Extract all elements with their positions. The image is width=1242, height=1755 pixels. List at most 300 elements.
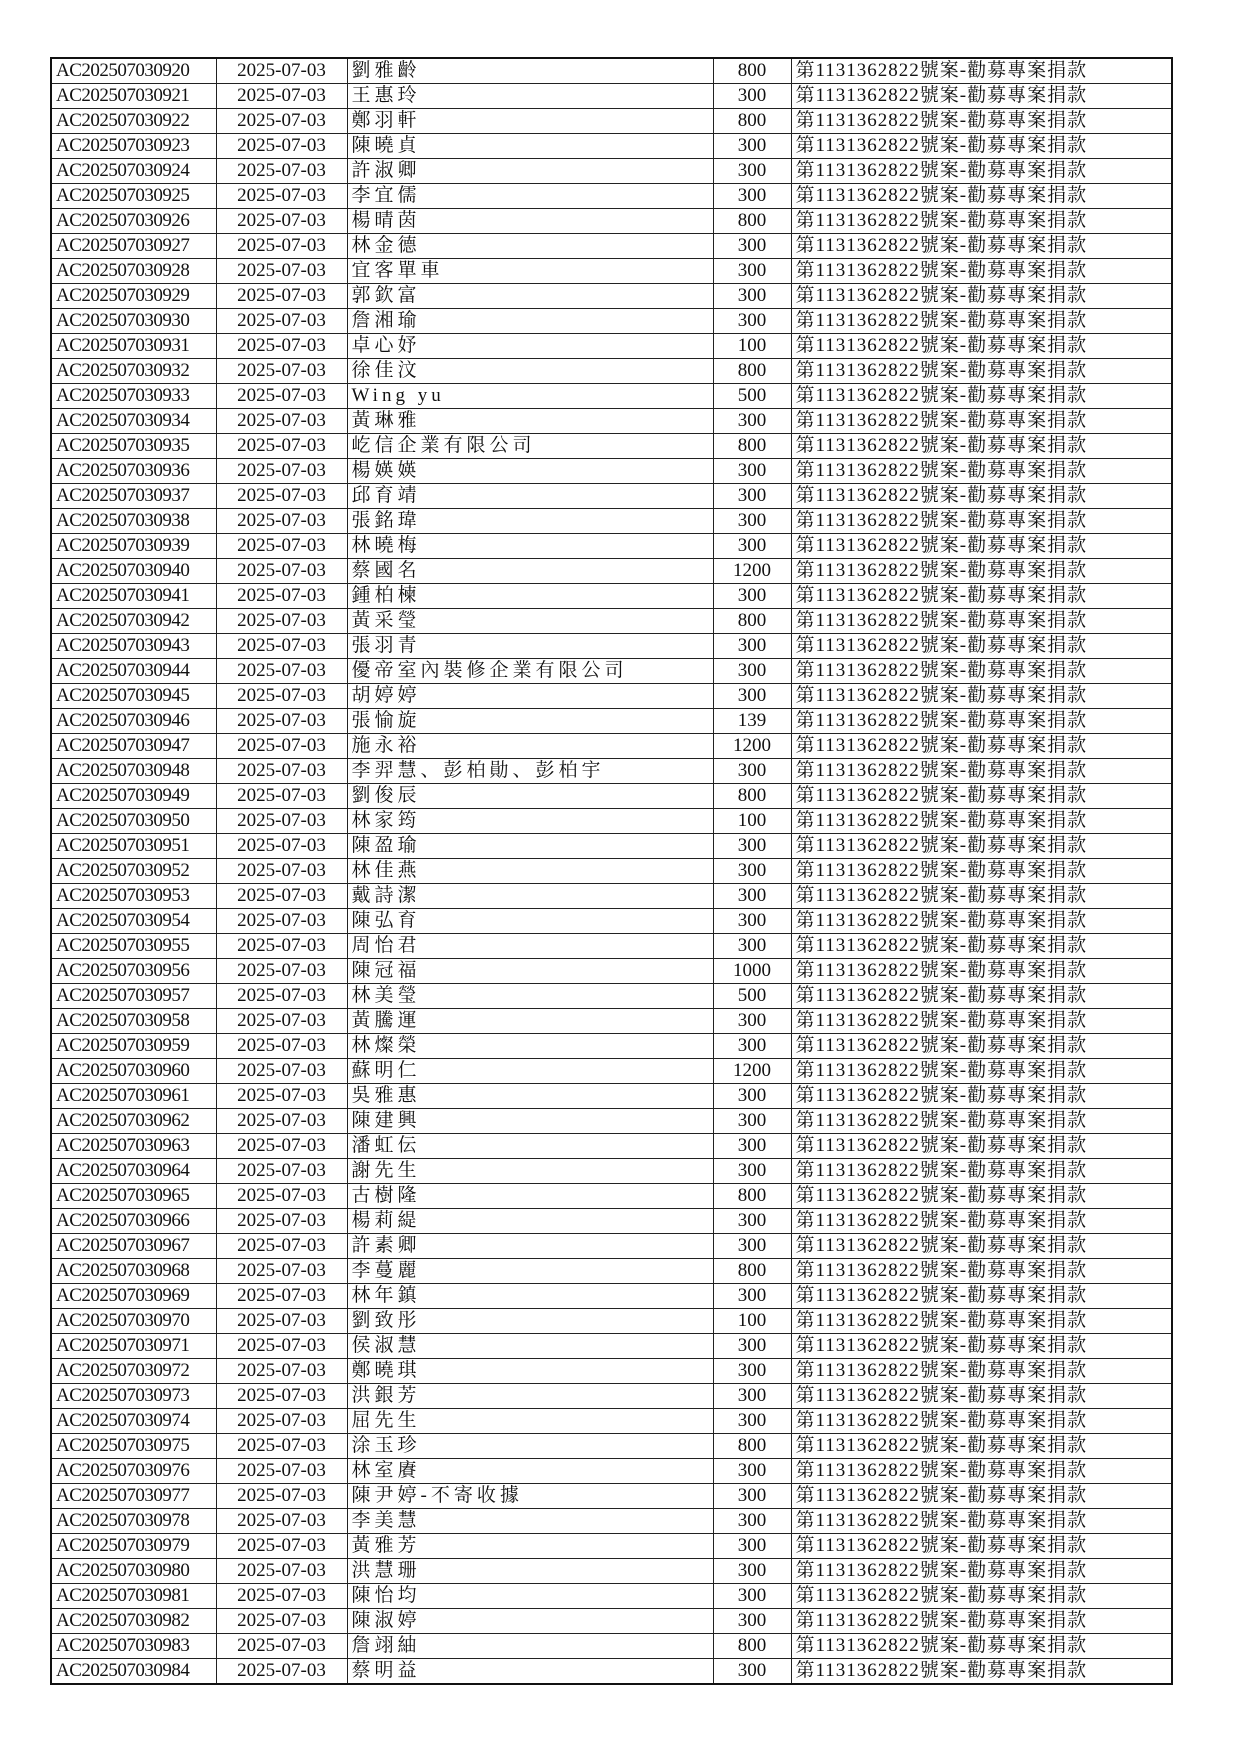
description-cell: 第1131362822號案-勸募專案捐款 — [791, 359, 1172, 384]
date-cell: 2025-07-03 — [216, 484, 347, 509]
donor-name-cell: 林曉梅 — [347, 534, 713, 559]
receipt-id-cell: AC202507030973 — [51, 1384, 216, 1409]
date-cell: 2025-07-03 — [216, 909, 347, 934]
date-cell: 2025-07-03 — [216, 759, 347, 784]
table-row — [51, 159, 1172, 184]
amount-cell: 300 — [713, 934, 791, 959]
amount-cell: 300 — [713, 884, 791, 909]
amount-cell: 300 — [713, 1384, 791, 1409]
date-cell: 2025-07-03 — [216, 1234, 347, 1259]
date-cell: 2025-07-03 — [216, 84, 347, 109]
amount-cell: 300 — [713, 1209, 791, 1234]
donor-name-cell: 林金德 — [347, 234, 713, 259]
receipt-id-cell: AC202507030920 — [51, 58, 216, 84]
table-row — [51, 1559, 1172, 1584]
description-cell: 第1131362822號案-勸募專案捐款 — [791, 659, 1172, 684]
date-cell: 2025-07-03 — [216, 884, 347, 909]
donor-name-cell: 張銘瑋 — [347, 509, 713, 534]
description-cell: 第1131362822號案-勸募專案捐款 — [791, 184, 1172, 209]
donor-name-cell: 張羽青 — [347, 634, 713, 659]
receipt-id-cell: AC202507030972 — [51, 1359, 216, 1384]
receipt-id-cell: AC202507030923 — [51, 134, 216, 159]
table-row — [51, 1259, 1172, 1284]
description-cell: 第1131362822號案-勸募專案捐款 — [791, 1584, 1172, 1609]
amount-cell: 300 — [713, 1659, 791, 1685]
table-row — [51, 209, 1172, 234]
receipt-id-cell: AC202507030955 — [51, 934, 216, 959]
receipt-id-cell: AC202507030964 — [51, 1159, 216, 1184]
table-row — [51, 734, 1172, 759]
amount-cell: 300 — [713, 684, 791, 709]
amount-cell: 300 — [713, 634, 791, 659]
donor-name-cell: 潘虹伝 — [347, 1134, 713, 1159]
date-cell: 2025-07-03 — [216, 709, 347, 734]
table-row — [51, 1284, 1172, 1309]
receipt-id-cell: AC202507030984 — [51, 1659, 216, 1685]
table-row — [51, 1009, 1172, 1034]
date-cell: 2025-07-03 — [216, 134, 347, 159]
table-row — [51, 1409, 1172, 1434]
table-row — [51, 109, 1172, 134]
date-cell: 2025-07-03 — [216, 1259, 347, 1284]
description-cell: 第1131362822號案-勸募專案捐款 — [791, 459, 1172, 484]
date-cell: 2025-07-03 — [216, 384, 347, 409]
receipt-id-cell: AC202507030931 — [51, 334, 216, 359]
receipt-id-cell: AC202507030970 — [51, 1309, 216, 1334]
table-row — [51, 284, 1172, 309]
date-cell: 2025-07-03 — [216, 934, 347, 959]
description-cell: 第1131362822號案-勸募專案捐款 — [791, 1234, 1172, 1259]
receipt-id-cell: AC202507030924 — [51, 159, 216, 184]
donor-name-cell: 郭欽富 — [347, 284, 713, 309]
date-cell: 2025-07-03 — [216, 734, 347, 759]
date-cell: 2025-07-03 — [216, 859, 347, 884]
table-row — [51, 959, 1172, 984]
donor-name-cell: 鄭曉琪 — [347, 1359, 713, 1384]
table-row — [51, 809, 1172, 834]
receipt-id-cell: AC202507030951 — [51, 834, 216, 859]
receipt-id-cell: AC202507030925 — [51, 184, 216, 209]
receipt-id-cell: AC202507030965 — [51, 1184, 216, 1209]
donor-name-cell: 蔡明益 — [347, 1659, 713, 1685]
donor-name-cell: 陳淑婷 — [347, 1609, 713, 1634]
description-cell: 第1131362822號案-勸募專案捐款 — [791, 1534, 1172, 1559]
date-cell: 2025-07-03 — [216, 659, 347, 684]
date-cell: 2025-07-03 — [216, 684, 347, 709]
receipt-id-cell: AC202507030941 — [51, 584, 216, 609]
table-row — [51, 984, 1172, 1009]
donor-name-cell: 洪慧珊 — [347, 1559, 713, 1584]
ledger-body — [51, 58, 1172, 1684]
description-cell: 第1131362822號案-勸募專案捐款 — [791, 509, 1172, 534]
description-cell: 第1131362822號案-勸募專案捐款 — [791, 384, 1172, 409]
description-cell: 第1131362822號案-勸募專案捐款 — [791, 309, 1172, 334]
donor-name-cell: 黃雅芳 — [347, 1534, 713, 1559]
table-row — [51, 1434, 1172, 1459]
amount-cell: 300 — [713, 84, 791, 109]
table-row — [51, 58, 1172, 84]
receipt-id-cell: AC202507030956 — [51, 959, 216, 984]
receipt-id-cell: AC202507030922 — [51, 109, 216, 134]
amount-cell: 300 — [713, 1009, 791, 1034]
description-cell: 第1131362822號案-勸募專案捐款 — [791, 334, 1172, 359]
donor-name-cell: 楊莉緹 — [347, 1209, 713, 1234]
description-cell: 第1131362822號案-勸募專案捐款 — [791, 1634, 1172, 1659]
amount-cell: 300 — [713, 1584, 791, 1609]
donor-name-cell: 優帝室內裝修企業有限公司 — [347, 659, 713, 684]
donor-name-cell: 許淑卿 — [347, 159, 713, 184]
description-cell: 第1131362822號案-勸募專案捐款 — [791, 784, 1172, 809]
date-cell: 2025-07-03 — [216, 834, 347, 859]
donor-name-cell: 蔡國名 — [347, 559, 713, 584]
table-row — [51, 584, 1172, 609]
date-cell: 2025-07-03 — [216, 1359, 347, 1384]
table-row — [51, 1634, 1172, 1659]
date-cell: 2025-07-03 — [216, 1159, 347, 1184]
donor-name-cell: 林年鎮 — [347, 1284, 713, 1309]
amount-cell: 100 — [713, 809, 791, 834]
date-cell: 2025-07-03 — [216, 1559, 347, 1584]
table-row — [51, 884, 1172, 909]
description-cell: 第1131362822號案-勸募專案捐款 — [791, 1184, 1172, 1209]
description-cell: 第1131362822號案-勸募專案捐款 — [791, 959, 1172, 984]
table-row — [51, 459, 1172, 484]
amount-cell: 300 — [713, 409, 791, 434]
amount-cell: 300 — [713, 1234, 791, 1259]
table-row — [51, 1459, 1172, 1484]
receipt-id-cell: AC202507030947 — [51, 734, 216, 759]
description-cell: 第1131362822號案-勸募專案捐款 — [791, 84, 1172, 109]
receipt-id-cell: AC202507030980 — [51, 1559, 216, 1584]
date-cell: 2025-07-03 — [216, 284, 347, 309]
table-row — [51, 1234, 1172, 1259]
amount-cell: 300 — [713, 659, 791, 684]
table-row — [51, 684, 1172, 709]
receipt-id-cell: AC202507030948 — [51, 759, 216, 784]
amount-cell: 500 — [713, 984, 791, 1009]
donor-name-cell: 宜客單車 — [347, 259, 713, 284]
table-row — [51, 1309, 1172, 1334]
description-cell: 第1131362822號案-勸募專案捐款 — [791, 1059, 1172, 1084]
table-row — [51, 759, 1172, 784]
table-row — [51, 1334, 1172, 1359]
date-cell: 2025-07-03 — [216, 1059, 347, 1084]
donor-name-cell: 劉俊辰 — [347, 784, 713, 809]
table-row — [51, 1384, 1172, 1409]
amount-cell: 300 — [713, 134, 791, 159]
date-cell: 2025-07-03 — [216, 559, 347, 584]
donor-name-cell: 邱育靖 — [347, 484, 713, 509]
table-row — [51, 84, 1172, 109]
description-cell: 第1131362822號案-勸募專案捐款 — [791, 1334, 1172, 1359]
donor-name-cell: 林美瑩 — [347, 984, 713, 1009]
table-row — [51, 1509, 1172, 1534]
donor-name-cell: 黃采瑩 — [347, 609, 713, 634]
donor-name-cell: 林家筠 — [347, 809, 713, 834]
receipt-id-cell: AC202507030967 — [51, 1234, 216, 1259]
receipt-id-cell: AC202507030982 — [51, 1609, 216, 1634]
donor-name-cell: 林佳燕 — [347, 859, 713, 884]
receipt-id-cell: AC202507030946 — [51, 709, 216, 734]
receipt-id-cell: AC202507030938 — [51, 509, 216, 534]
receipt-id-cell: AC202507030952 — [51, 859, 216, 884]
amount-cell: 300 — [713, 284, 791, 309]
receipt-id-cell: AC202507030930 — [51, 309, 216, 334]
amount-cell: 300 — [713, 234, 791, 259]
description-cell: 第1131362822號案-勸募專案捐款 — [791, 109, 1172, 134]
amount-cell: 800 — [713, 609, 791, 634]
receipt-id-cell: AC202507030929 — [51, 284, 216, 309]
amount-cell: 300 — [713, 1109, 791, 1134]
amount-cell: 800 — [713, 109, 791, 134]
description-cell: 第1131362822號案-勸募專案捐款 — [791, 209, 1172, 234]
donor-name-cell: 陳冠福 — [347, 959, 713, 984]
donor-name-cell: Wing yu — [347, 384, 713, 409]
amount-cell: 300 — [713, 534, 791, 559]
date-cell: 2025-07-03 — [216, 1309, 347, 1334]
donor-name-cell: 李宜儒 — [347, 184, 713, 209]
date-cell: 2025-07-03 — [216, 1584, 347, 1609]
amount-cell: 300 — [713, 509, 791, 534]
receipt-id-cell: AC202507030978 — [51, 1509, 216, 1534]
amount-cell: 100 — [713, 1309, 791, 1334]
description-cell: 第1131362822號案-勸募專案捐款 — [791, 134, 1172, 159]
donor-name-cell: 陳弘育 — [347, 909, 713, 934]
amount-cell: 800 — [713, 1259, 791, 1284]
date-cell: 2025-07-03 — [216, 1084, 347, 1109]
amount-cell: 800 — [713, 359, 791, 384]
date-cell: 2025-07-03 — [216, 959, 347, 984]
receipt-id-cell: AC202507030949 — [51, 784, 216, 809]
donor-name-cell: 蘇明仁 — [347, 1059, 713, 1084]
description-cell: 第1131362822號案-勸募專案捐款 — [791, 984, 1172, 1009]
amount-cell: 300 — [713, 584, 791, 609]
table-row — [51, 1609, 1172, 1634]
amount-cell: 800 — [713, 434, 791, 459]
table-row — [51, 1034, 1172, 1059]
receipt-id-cell: AC202507030974 — [51, 1409, 216, 1434]
date-cell: 2025-07-03 — [216, 1209, 347, 1234]
donation-ledger-table — [50, 57, 1173, 1685]
description-cell: 第1131362822號案-勸募專案捐款 — [791, 58, 1172, 84]
amount-cell: 300 — [713, 309, 791, 334]
amount-cell: 800 — [713, 58, 791, 84]
receipt-id-cell: AC202507030933 — [51, 384, 216, 409]
donor-name-cell: 張愉旋 — [347, 709, 713, 734]
description-cell: 第1131362822號案-勸募專案捐款 — [791, 809, 1172, 834]
date-cell: 2025-07-03 — [216, 184, 347, 209]
date-cell: 2025-07-03 — [216, 259, 347, 284]
description-cell: 第1131362822號案-勸募專案捐款 — [791, 559, 1172, 584]
receipt-id-cell: AC202507030959 — [51, 1034, 216, 1059]
amount-cell: 300 — [713, 1509, 791, 1534]
description-cell: 第1131362822號案-勸募專案捐款 — [791, 1459, 1172, 1484]
donor-name-cell: 吳雅惠 — [347, 1084, 713, 1109]
description-cell: 第1131362822號案-勸募專案捐款 — [791, 934, 1172, 959]
table-row — [51, 659, 1172, 684]
amount-cell: 300 — [713, 259, 791, 284]
donor-name-cell: 鄭羽軒 — [347, 109, 713, 134]
table-row — [51, 409, 1172, 434]
date-cell: 2025-07-03 — [216, 234, 347, 259]
date-cell: 2025-07-03 — [216, 159, 347, 184]
date-cell: 2025-07-03 — [216, 1334, 347, 1359]
date-cell: 2025-07-03 — [216, 1459, 347, 1484]
description-cell: 第1131362822號案-勸募專案捐款 — [791, 834, 1172, 859]
table-row — [51, 784, 1172, 809]
receipt-id-cell: AC202507030940 — [51, 559, 216, 584]
description-cell: 第1131362822號案-勸募專案捐款 — [791, 709, 1172, 734]
table-row — [51, 609, 1172, 634]
date-cell: 2025-07-03 — [216, 634, 347, 659]
donor-name-cell: 李羿慧、彭柏勛、彭柏宇 — [347, 759, 713, 784]
donor-name-cell: 涂玉珍 — [347, 1434, 713, 1459]
description-cell: 第1131362822號案-勸募專案捐款 — [791, 859, 1172, 884]
amount-cell: 1200 — [713, 1059, 791, 1084]
donor-name-cell: 陳怡均 — [347, 1584, 713, 1609]
donor-name-cell: 李蔓麗 — [347, 1259, 713, 1284]
date-cell: 2025-07-03 — [216, 359, 347, 384]
donor-name-cell: 屈先生 — [347, 1409, 713, 1434]
donor-name-cell: 古樹隆 — [347, 1184, 713, 1209]
donor-name-cell: 黃琳雅 — [347, 409, 713, 434]
date-cell: 2025-07-03 — [216, 1659, 347, 1685]
date-cell: 2025-07-03 — [216, 1534, 347, 1559]
amount-cell: 500 — [713, 384, 791, 409]
amount-cell: 800 — [713, 1184, 791, 1209]
date-cell: 2025-07-03 — [216, 1509, 347, 1534]
description-cell: 第1131362822號案-勸募專案捐款 — [791, 1009, 1172, 1034]
receipt-id-cell: AC202507030936 — [51, 459, 216, 484]
date-cell: 2025-07-03 — [216, 1434, 347, 1459]
amount-cell: 300 — [713, 1359, 791, 1384]
donor-name-cell: 戴詩潔 — [347, 884, 713, 909]
donor-name-cell: 詹翊紬 — [347, 1634, 713, 1659]
date-cell: 2025-07-03 — [216, 1384, 347, 1409]
date-cell: 2025-07-03 — [216, 459, 347, 484]
donor-name-cell: 徐佳汶 — [347, 359, 713, 384]
receipt-id-cell: AC202507030950 — [51, 809, 216, 834]
receipt-id-cell: AC202507030962 — [51, 1109, 216, 1134]
date-cell: 2025-07-03 — [216, 309, 347, 334]
description-cell: 第1131362822號案-勸募專案捐款 — [791, 609, 1172, 634]
table-row — [51, 1484, 1172, 1509]
donor-name-cell: 屹信企業有限公司 — [347, 434, 713, 459]
receipt-id-cell: AC202507030963 — [51, 1134, 216, 1159]
table-row — [51, 1209, 1172, 1234]
description-cell: 第1131362822號案-勸募專案捐款 — [791, 909, 1172, 934]
amount-cell: 800 — [713, 784, 791, 809]
description-cell: 第1131362822號案-勸募專案捐款 — [791, 1159, 1172, 1184]
description-cell: 第1131362822號案-勸募專案捐款 — [791, 1484, 1172, 1509]
receipt-id-cell: AC202507030935 — [51, 434, 216, 459]
amount-cell: 300 — [713, 909, 791, 934]
amount-cell: 300 — [713, 1609, 791, 1634]
date-cell: 2025-07-03 — [216, 534, 347, 559]
description-cell: 第1131362822號案-勸募專案捐款 — [791, 884, 1172, 909]
date-cell: 2025-07-03 — [216, 984, 347, 1009]
amount-cell: 300 — [713, 159, 791, 184]
table-row — [51, 359, 1172, 384]
description-cell: 第1131362822號案-勸募專案捐款 — [791, 759, 1172, 784]
amount-cell: 300 — [713, 1484, 791, 1509]
table-row — [51, 934, 1172, 959]
description-cell: 第1131362822號案-勸募專案捐款 — [791, 684, 1172, 709]
description-cell: 第1131362822號案-勸募專案捐款 — [791, 534, 1172, 559]
description-cell: 第1131362822號案-勸募專案捐款 — [791, 1134, 1172, 1159]
description-cell: 第1131362822號案-勸募專案捐款 — [791, 1259, 1172, 1284]
date-cell: 2025-07-03 — [216, 434, 347, 459]
description-cell: 第1131362822號案-勸募專案捐款 — [791, 1359, 1172, 1384]
receipt-id-cell: AC202507030932 — [51, 359, 216, 384]
date-cell: 2025-07-03 — [216, 1609, 347, 1634]
date-cell: 2025-07-03 — [216, 334, 347, 359]
receipt-id-cell: AC202507030968 — [51, 1259, 216, 1284]
date-cell: 2025-07-03 — [216, 209, 347, 234]
table-row — [51, 259, 1172, 284]
amount-cell: 1000 — [713, 959, 791, 984]
table-row — [51, 909, 1172, 934]
description-cell: 第1131362822號案-勸募專案捐款 — [791, 234, 1172, 259]
receipt-id-cell: AC202507030957 — [51, 984, 216, 1009]
donor-name-cell: 謝先生 — [347, 1159, 713, 1184]
description-cell: 第1131362822號案-勸募專案捐款 — [791, 1384, 1172, 1409]
description-cell: 第1131362822號案-勸募專案捐款 — [791, 584, 1172, 609]
amount-cell: 300 — [713, 1334, 791, 1359]
donor-name-cell: 鍾柏楝 — [347, 584, 713, 609]
donor-name-cell: 施永裕 — [347, 734, 713, 759]
receipt-id-cell: AC202507030961 — [51, 1084, 216, 1109]
table-row — [51, 509, 1172, 534]
receipt-id-cell: AC202507030934 — [51, 409, 216, 434]
receipt-id-cell: AC202507030966 — [51, 1209, 216, 1234]
donor-name-cell: 洪銀芳 — [347, 1384, 713, 1409]
amount-cell: 800 — [713, 209, 791, 234]
table-row — [51, 184, 1172, 209]
amount-cell: 300 — [713, 1559, 791, 1584]
description-cell: 第1131362822號案-勸募專案捐款 — [791, 1659, 1172, 1685]
donor-name-cell: 許素卿 — [347, 1234, 713, 1259]
table-row — [51, 1109, 1172, 1134]
table-row — [51, 434, 1172, 459]
donor-name-cell: 陳尹婷-不寄收據 — [347, 1484, 713, 1509]
donor-name-cell: 楊媖媖 — [347, 459, 713, 484]
donor-name-cell: 周怡君 — [347, 934, 713, 959]
donor-name-cell: 卓心妤 — [347, 334, 713, 359]
donor-name-cell: 林燦榮 — [347, 1034, 713, 1059]
description-cell: 第1131362822號案-勸募專案捐款 — [791, 734, 1172, 759]
table-row — [51, 234, 1172, 259]
table-row — [51, 309, 1172, 334]
date-cell: 2025-07-03 — [216, 1034, 347, 1059]
receipt-id-cell: AC202507030977 — [51, 1484, 216, 1509]
amount-cell: 300 — [713, 759, 791, 784]
table-row — [51, 1059, 1172, 1084]
donor-name-cell: 王惠玲 — [347, 84, 713, 109]
table-row — [51, 634, 1172, 659]
description-cell: 第1131362822號案-勸募專案捐款 — [791, 1409, 1172, 1434]
amount-cell: 300 — [713, 1034, 791, 1059]
date-cell: 2025-07-03 — [216, 1284, 347, 1309]
description-cell: 第1131362822號案-勸募專案捐款 — [791, 1284, 1172, 1309]
table-row — [51, 859, 1172, 884]
receipt-id-cell: AC202507030971 — [51, 1334, 216, 1359]
description-cell: 第1131362822號案-勸募專案捐款 — [791, 1209, 1172, 1234]
receipt-id-cell: AC202507030927 — [51, 234, 216, 259]
receipt-id-cell: AC202507030943 — [51, 634, 216, 659]
table-row — [51, 1134, 1172, 1159]
donor-name-cell: 李美慧 — [347, 1509, 713, 1534]
